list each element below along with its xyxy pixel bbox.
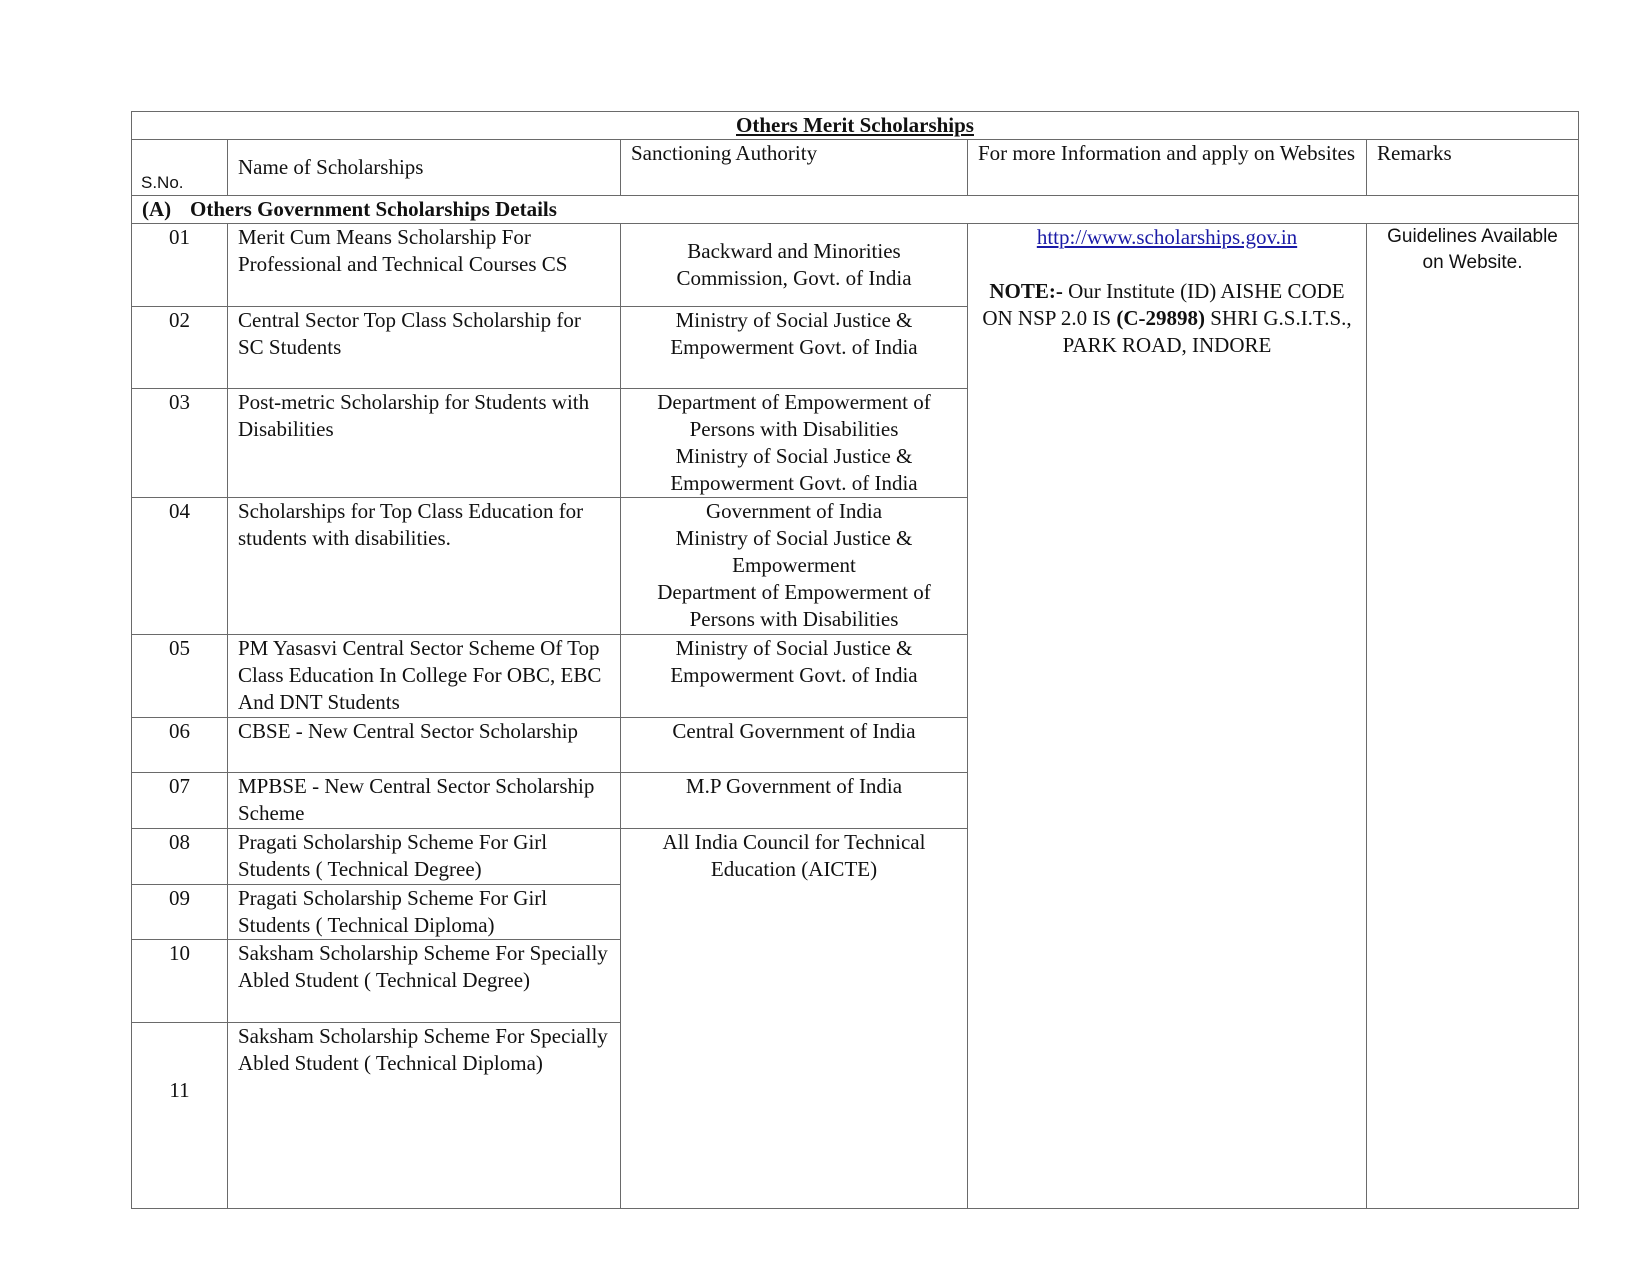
- scholarships-website-link[interactable]: http://www.scholarships.gov.in: [1036, 225, 1298, 249]
- row-name: PM Yasasvi Central Sector Scheme Of Top Class Education In College For OBC, EBC And DNT Students: [228, 635, 621, 718]
- authority-cell: [621, 718, 968, 773]
- authority-cell: [621, 498, 968, 635]
- column-header-sno: S.No.: [132, 140, 228, 196]
- authority-line: Education (AICTE): [710, 857, 878, 881]
- authority-line: Central Government of India: [672, 719, 916, 743]
- website-cell: [968, 224, 1367, 1209]
- note-body: Our Institute (ID) AISHE CODE ON NSP 2.0 IS: [982, 279, 1345, 330]
- row-name: Central Sector Top Class Scholarship for SC Students: [228, 307, 621, 389]
- row-name: Pragati Scholarship Scheme For Girl Students ( Technical Degree): [228, 829, 621, 885]
- aishe-code: (C-29898): [1116, 306, 1205, 330]
- column-header-website: For more Information and apply on Websites: [968, 140, 1367, 196]
- section-prefix: (A): [142, 197, 172, 221]
- authority-line: Department of Empowerment of: [657, 580, 931, 604]
- section-heading: [132, 196, 1579, 224]
- authority-line: M.P Government of India: [685, 774, 903, 798]
- authority-cell: [621, 829, 968, 1209]
- institute-address: SHRI G.S.I.T.S., PARK ROAD, INDORE: [1062, 306, 1352, 357]
- row-sno: 01: [132, 224, 228, 307]
- row-sno: 05: [132, 635, 228, 718]
- authority-cell: [621, 773, 968, 829]
- row-name: CBSE - New Central Sector Scholarship: [228, 718, 621, 773]
- row-name: Scholarships for Top Class Education for students with disabilities.: [228, 498, 621, 635]
- section-title: Others Government Scholarships Details: [190, 197, 557, 221]
- row-name: Saksham Scholarship Scheme For Specially Abled Student ( Technical Diploma): [228, 1023, 621, 1209]
- row-sno: 11: [132, 1023, 228, 1209]
- row-sno: 08: [132, 829, 228, 885]
- authority-line: All India Council for Technical: [662, 830, 926, 854]
- table-row: [132, 224, 1579, 307]
- row-sno: 06: [132, 718, 228, 773]
- row-name: Pragati Scholarship Scheme For Girl Students ( Technical Diploma): [228, 885, 621, 940]
- authority-line: Persons with Disabilities: [689, 607, 899, 631]
- authority-line: Persons with Disabilities: [689, 417, 899, 441]
- authority-line: Empowerment Govt. of India: [670, 663, 918, 687]
- remarks-cell: Guidelines Available on Website.: [1367, 224, 1579, 1209]
- column-header-authority: Sanctioning Authority: [621, 140, 968, 196]
- authority-line: Ministry of Social Justice &: [675, 308, 913, 332]
- row-sno: 10: [132, 940, 228, 1023]
- authority-line: Department of Empowerment of: [657, 390, 931, 414]
- column-header-remarks: Remarks: [1367, 140, 1579, 196]
- authority-line: Empowerment Govt. of India: [670, 335, 918, 359]
- row-name: MPBSE - New Central Sector Scholarship Scheme: [228, 773, 621, 829]
- authority-cell: [621, 635, 968, 718]
- authority-cell: [621, 224, 968, 307]
- authority-line: Backward and Minorities: [687, 239, 901, 263]
- header-row: [132, 140, 1579, 196]
- row-name: Post-metric Scholarship for Students with Disabilities: [228, 389, 621, 498]
- authority-line: Empowerment: [732, 553, 856, 577]
- authority-line: Government of India: [705, 499, 883, 523]
- row-sno: 03: [132, 389, 228, 498]
- row-sno: 02: [132, 307, 228, 389]
- row-sno: 07: [132, 773, 228, 829]
- row-sno: 09: [132, 885, 228, 940]
- row-name: Saksham Scholarship Scheme For Specially Abled Student ( Technical Degree): [228, 940, 621, 1023]
- authority-line: Ministry of Social Justice &: [675, 444, 913, 468]
- authority-cell: [621, 307, 968, 389]
- row-name: Merit Cum Means Scholarship For Professional and Technical Courses CS: [228, 224, 621, 307]
- authority-line: Ministry of Social Justice &: [675, 526, 913, 550]
- note-text: [978, 278, 1356, 359]
- authority-line: Ministry of Social Justice &: [675, 636, 913, 660]
- column-header-name: Name of Scholarships: [228, 140, 621, 196]
- note-label: NOTE:-: [989, 279, 1063, 303]
- authority-line: Commission, Govt. of India: [676, 266, 912, 290]
- scholarships-table: [131, 111, 1579, 1209]
- table-title: Others Merit Scholarships: [132, 112, 1579, 140]
- authority-cell: [621, 389, 968, 498]
- row-sno: 04: [132, 498, 228, 635]
- authority-line: Empowerment Govt. of India: [670, 471, 918, 495]
